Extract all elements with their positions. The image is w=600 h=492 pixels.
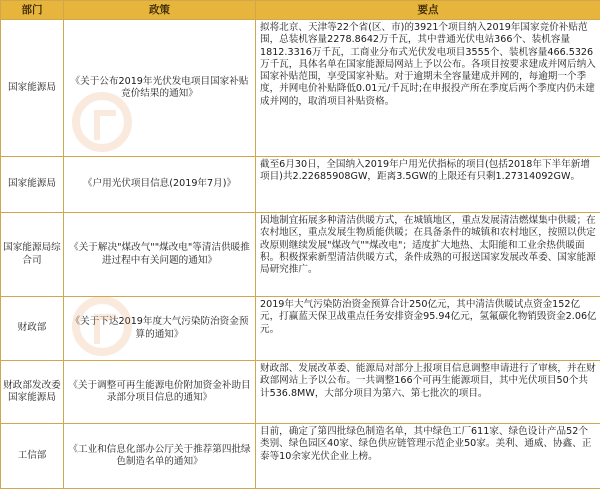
table-row xyxy=(1,20,600,157)
points-cell: 2019年大气污染防治资金预算合计250亿元，其中清洁供暖试点资金152亿元，打赢蓝天保卫战重点任务安排资金95.94亿元，氢氟碳化物销毁资金2.06亿元。 xyxy=(256,297,600,361)
table-row xyxy=(1,213,600,297)
policy-cell: 《关于下达2019年度大气污染防治资金预算的通知》 xyxy=(64,297,256,361)
points-cell: 截至6月30日，全国纳入2019年户用光伏指标的项目(包括2018年下半年新增项目)共2.22685908GW，距离3.5GW的上限还有只剩1.27314092GW。 xyxy=(256,157,600,213)
points-cell: 因地制宜拓展多种清洁供暖方式，在城镇地区，重点发展清洁燃煤集中供暖；在农村地区，重点发展生物质能供暖；在具备条件的城镇和农村地区，按照以供定改原则继续发展"煤改气""煤改电"；适度扩大地热、太阳能和工业余热供暖面积。积极探索新型清洁供暖方式，条件成熟的可报送国家发展改革委、国家能源局研究推广。 xyxy=(256,213,600,297)
header-dept: 部门 xyxy=(1,1,64,20)
table-header-row xyxy=(1,1,600,20)
policy-cell: 《关于解决"煤改气""煤改电"等清洁供暖推进过程中有关问题的通知》 xyxy=(64,213,256,297)
policy-cell: 《工业和信息化部办公厅关于推荐第四批绿色制造名单的通知》 xyxy=(64,424,256,489)
policy-cell: 《户用光伏项目信息(2019年7月)》 xyxy=(64,157,256,213)
policy-cell: 《关于调整可再生能源电价附加资金补助目录部分项目信息的通知》 xyxy=(64,361,256,424)
table-row xyxy=(1,361,600,424)
points-cell: 拟将北京、天津等22个省(区、市)的3921个项目纳入2019年国家竞价补贴范围，总装机容量2278.8642万千瓦，其中普通光伏电站366个、装机容量1812.3316万千瓦，工商业分布式光伏发电项目3555个、装机容量466.5326万千瓦，具体名单在国家能源局网站上予以公布。各项目按要求建成并网后纳入国家补贴范围，享受国家补贴。对于逾期未全容量建成并网的，每逾期一个季度，并网电价补贴降低0.01元/千瓦时;在申报投产所在季度后两个季度内仍未建成并网的，取消项目补贴资格。 xyxy=(256,20,600,157)
header-points: 要点 xyxy=(256,1,600,20)
points-cell: 目前，确定了第四批绿色制造名单，其中绿色工厂611家、绿色设计产品52个类别、绿色园区40家、绿色供应链管理示范企业50家。美利、通威、协鑫、正泰等10余家光伏企业上榜。 xyxy=(256,424,600,489)
dept-cell: 国家能源局 xyxy=(1,157,64,213)
dept-cell: 工信部 xyxy=(1,424,64,489)
dept-cell: 财政部 xyxy=(1,297,64,361)
dept-cell: 财政部发改委国家能源局 xyxy=(1,361,64,424)
header-policy: 政策 xyxy=(64,1,256,20)
points-cell: 财政部、发展改革委、能源局对部分上报项目信息调整申请进行了审核，并在财政部网站上予以公布。一共调整166个可再生能源项目，其中光伏项目50个共计536.8MW，大部分项目为第六、第七批次的项目。 xyxy=(256,361,600,424)
table-row xyxy=(1,157,600,213)
table-row xyxy=(1,297,600,361)
policy-cell: 《关于公布2019年光伏发电项目国家补贴竞价结果的通知》 xyxy=(64,20,256,157)
table-row xyxy=(1,424,600,489)
dept-cell: 国家能源局综合司 xyxy=(1,213,64,297)
dept-cell: 国家能源局 xyxy=(1,20,64,157)
